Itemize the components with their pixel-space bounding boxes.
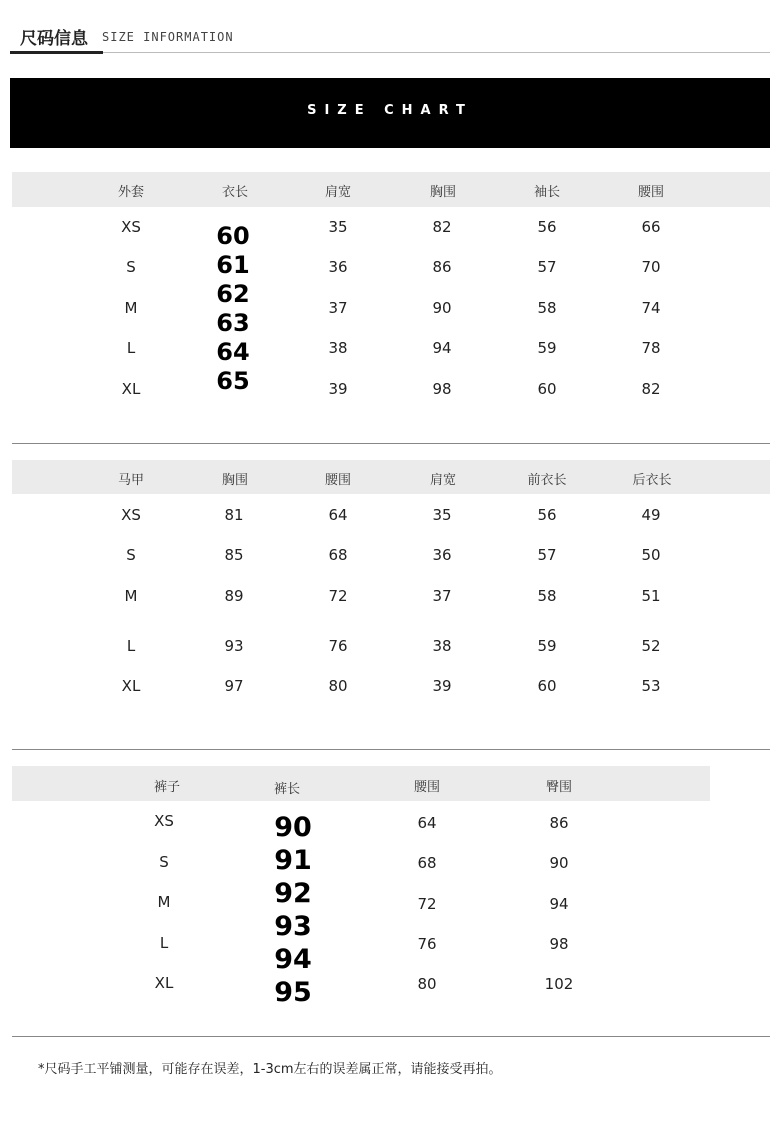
jacket-sleeve: 59 (537, 339, 557, 357)
page-header (0, 0, 780, 60)
vest-chest: 85 (224, 546, 244, 564)
jacket-header-sleeve: 袖长 (533, 185, 561, 200)
pants-hip: 86 (549, 814, 569, 832)
jacket-waist: 66 (641, 218, 661, 236)
jacket-length: 65 (216, 367, 250, 395)
jacket-size: L (126, 339, 136, 357)
pants-header-length: 裤长 (273, 782, 301, 797)
page-title: 尺码信息 (20, 29, 88, 49)
pants-header-row (12, 766, 710, 801)
vest-back-length: 50 (641, 546, 661, 564)
jacket-size: S (126, 258, 136, 276)
pants-waist: 76 (417, 935, 437, 953)
vest-back-length: 53 (641, 677, 661, 695)
pants-size: XL (154, 974, 174, 992)
section-divider (12, 443, 770, 444)
jacket-length: 60 (216, 222, 250, 250)
jacket-chest: 90 (432, 299, 452, 317)
size-chart-banner (10, 78, 770, 148)
pants-length: 90 (274, 812, 312, 843)
jacket-waist: 78 (641, 339, 661, 357)
vest-front-length: 59 (537, 637, 557, 655)
jacket-sleeve: 60 (537, 380, 557, 398)
vest-header-chest: 胸围 (221, 473, 249, 488)
vest-chest: 89 (224, 587, 244, 605)
vest-back-length: 52 (641, 637, 661, 655)
vest-header-type: 马甲 (117, 473, 145, 488)
jacket-size: M (124, 299, 138, 317)
measurement-note: *尺码手工平铺测量，可能存在误差，1-3cm左右的误差属正常，请能接受再拍。 (38, 1062, 502, 1077)
jacket-length: 63 (216, 309, 250, 337)
pants-header-type: 裤子 (153, 780, 181, 795)
pants-waist: 80 (417, 975, 437, 993)
vest-size: L (126, 637, 136, 655)
vest-waist: 68 (328, 546, 348, 564)
vest-chest: 81 (224, 506, 244, 524)
pants-length: 91 (274, 845, 312, 876)
vest-size: M (124, 587, 138, 605)
jacket-sleeve: 56 (537, 218, 557, 236)
jacket-length: 62 (216, 280, 250, 308)
jacket-chest: 86 (432, 258, 452, 276)
pants-length: 94 (274, 944, 312, 975)
pants-hip: 90 (549, 854, 569, 872)
vest-waist: 80 (328, 677, 348, 695)
vest-shoulder: 38 (432, 637, 452, 655)
section-divider (12, 749, 770, 750)
jacket-chest: 98 (432, 380, 452, 398)
pants-waist: 64 (417, 814, 437, 832)
vest-waist: 64 (328, 506, 348, 524)
jacket-size: XS (121, 218, 141, 236)
jacket-size: XL (121, 380, 141, 398)
jacket-waist: 82 (641, 380, 661, 398)
jacket-shoulder: 36 (328, 258, 348, 276)
vest-front-length: 56 (537, 506, 557, 524)
vest-size: S (126, 546, 136, 564)
pants-length: 95 (274, 977, 312, 1008)
vest-front-length: 60 (537, 677, 557, 695)
banner-text: SIZE CHART (307, 103, 473, 118)
jacket-header-length: 衣长 (221, 185, 249, 200)
vest-header-row (12, 460, 770, 494)
vest-header-shoulder: 肩宽 (429, 473, 457, 488)
pants-hip: 98 (549, 935, 569, 953)
vest-size: XL (121, 677, 141, 695)
pants-hip: 94 (549, 895, 569, 913)
vest-front-length: 57 (537, 546, 557, 564)
pants-waist: 72 (417, 895, 437, 913)
jacket-header-waist: 腰围 (637, 185, 665, 200)
vest-waist: 76 (328, 637, 348, 655)
vest-shoulder: 36 (432, 546, 452, 564)
section-divider (12, 1036, 770, 1037)
pants-header-waist: 腰围 (413, 780, 441, 795)
jacket-chest: 94 (432, 339, 452, 357)
jacket-shoulder: 38 (328, 339, 348, 357)
jacket-header-type: 外套 (117, 185, 145, 200)
jacket-shoulder: 35 (328, 218, 348, 236)
page-subtitle: SIZE INFORMATION (102, 30, 234, 44)
pants-size: S (159, 853, 169, 871)
vest-chest: 93 (224, 637, 244, 655)
vest-back-length: 51 (641, 587, 661, 605)
jacket-waist: 74 (641, 299, 661, 317)
vest-shoulder: 39 (432, 677, 452, 695)
pants-size: L (159, 934, 169, 952)
vest-front-length: 58 (537, 587, 557, 605)
pants-header-hip: 臀围 (545, 780, 573, 795)
jacket-header-shoulder: 肩宽 (324, 185, 352, 200)
pants-hip: 102 (544, 975, 574, 993)
jacket-waist: 70 (641, 258, 661, 276)
pants-size: M (157, 893, 171, 911)
vest-header-back-length: 后衣长 (632, 473, 672, 488)
header-underline (10, 51, 103, 54)
pants-size: XS (154, 812, 174, 830)
vest-shoulder: 37 (432, 587, 452, 605)
vest-back-length: 49 (641, 506, 661, 524)
vest-header-front-length: 前衣长 (527, 473, 567, 488)
jacket-shoulder: 39 (328, 380, 348, 398)
jacket-header-chest: 胸围 (429, 185, 457, 200)
vest-header-waist: 腰围 (324, 473, 352, 488)
pants-length: 92 (274, 878, 312, 909)
pants-waist: 68 (417, 854, 437, 872)
jacket-length: 64 (216, 338, 250, 366)
jacket-sleeve: 57 (537, 258, 557, 276)
jacket-chest: 82 (432, 218, 452, 236)
jacket-sleeve: 58 (537, 299, 557, 317)
vest-chest: 97 (224, 677, 244, 695)
vest-shoulder: 35 (432, 506, 452, 524)
header-divider (10, 52, 770, 53)
vest-waist: 72 (328, 587, 348, 605)
jacket-shoulder: 37 (328, 299, 348, 317)
jacket-header-row (12, 172, 770, 207)
pants-length: 93 (274, 911, 312, 942)
jacket-length: 61 (216, 251, 250, 279)
vest-size: XS (121, 506, 141, 524)
